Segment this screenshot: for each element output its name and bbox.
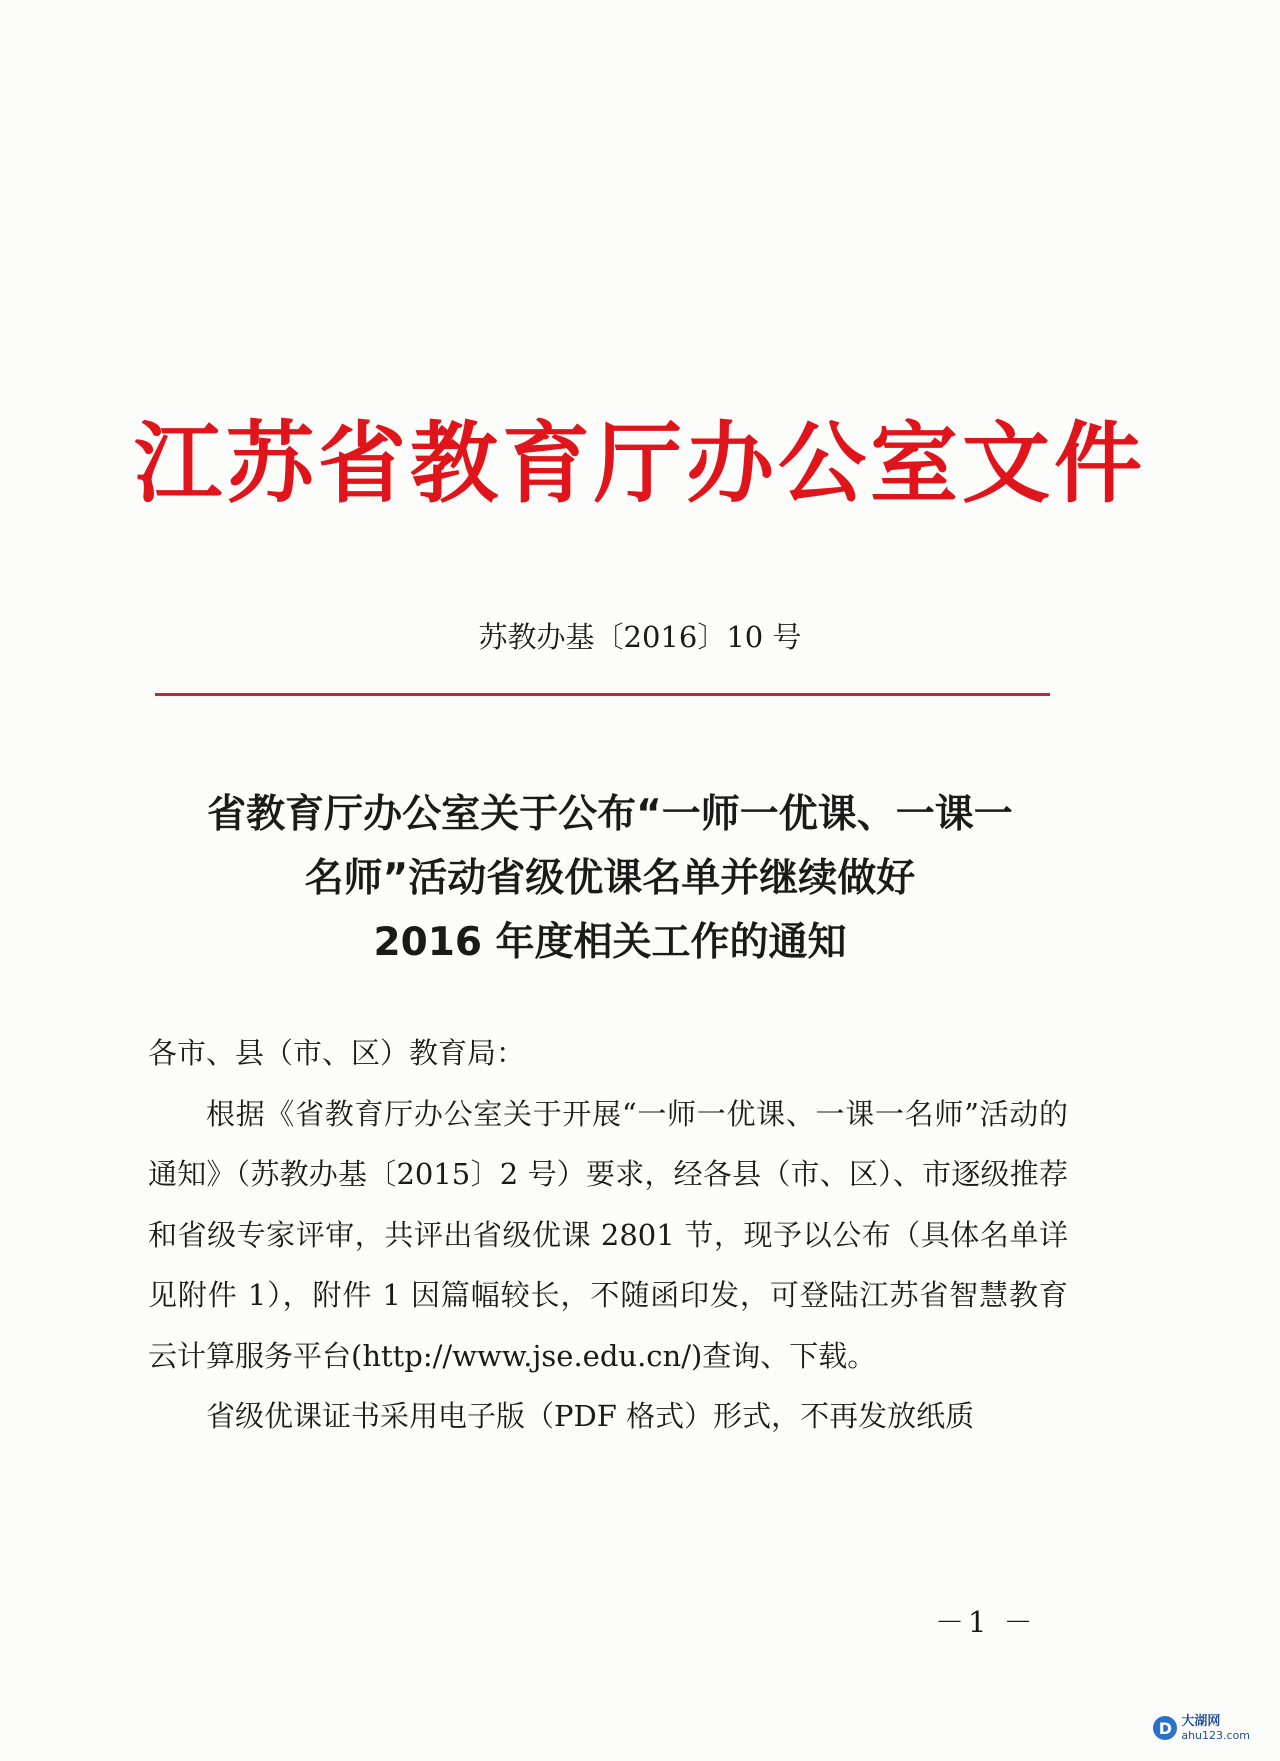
notice-title-line: 省教育厅办公室关于公布“一师一优课、一课一	[207, 792, 1013, 837]
body-paragraph: 省级优课证书采用电子版（PDF 格式）形式，不再发放纸质	[206, 1399, 975, 1433]
site-watermark	[1153, 1715, 1250, 1741]
notice-title-line: 名师”活动省级优课名单并继续做好	[304, 856, 916, 901]
document-number: 苏教办基〔2016〕10 号	[478, 620, 802, 654]
watermark-url: ahu123.com	[1181, 1729, 1250, 1742]
document-header-title: 江苏省教育厅办公室文件	[133, 412, 1146, 515]
page-number: －1 －	[935, 1605, 1037, 1639]
body-paragraph: 根据《省教育厅办公室关于开展“一师一优课、一课一名师”活动的通知》（苏教办基〔2015〕2 号）要求，经各县（市、区）、市逐级推荐和省级专家评审，共评出省级优课 2801 节，现予以公布（具体名单详见附件 1），附件 1 因篇幅较长，不随函印发，可登陆江苏省智慧教育云计算服务平台(http://www.jse.edu.cn/)查询、下载。	[148, 1096, 1068, 1373]
addressee: 各市、县（市、区）教育局：	[148, 1036, 526, 1070]
notice-title	[140, 783, 1080, 975]
watermark-name: 大湖网	[1181, 1714, 1221, 1729]
notice-title-line: 2016 年度相关工作的通知	[373, 920, 847, 965]
red-divider-line	[155, 693, 1050, 696]
site-logo-icon: D	[1153, 1716, 1177, 1740]
notice-body	[148, 1023, 1068, 1447]
